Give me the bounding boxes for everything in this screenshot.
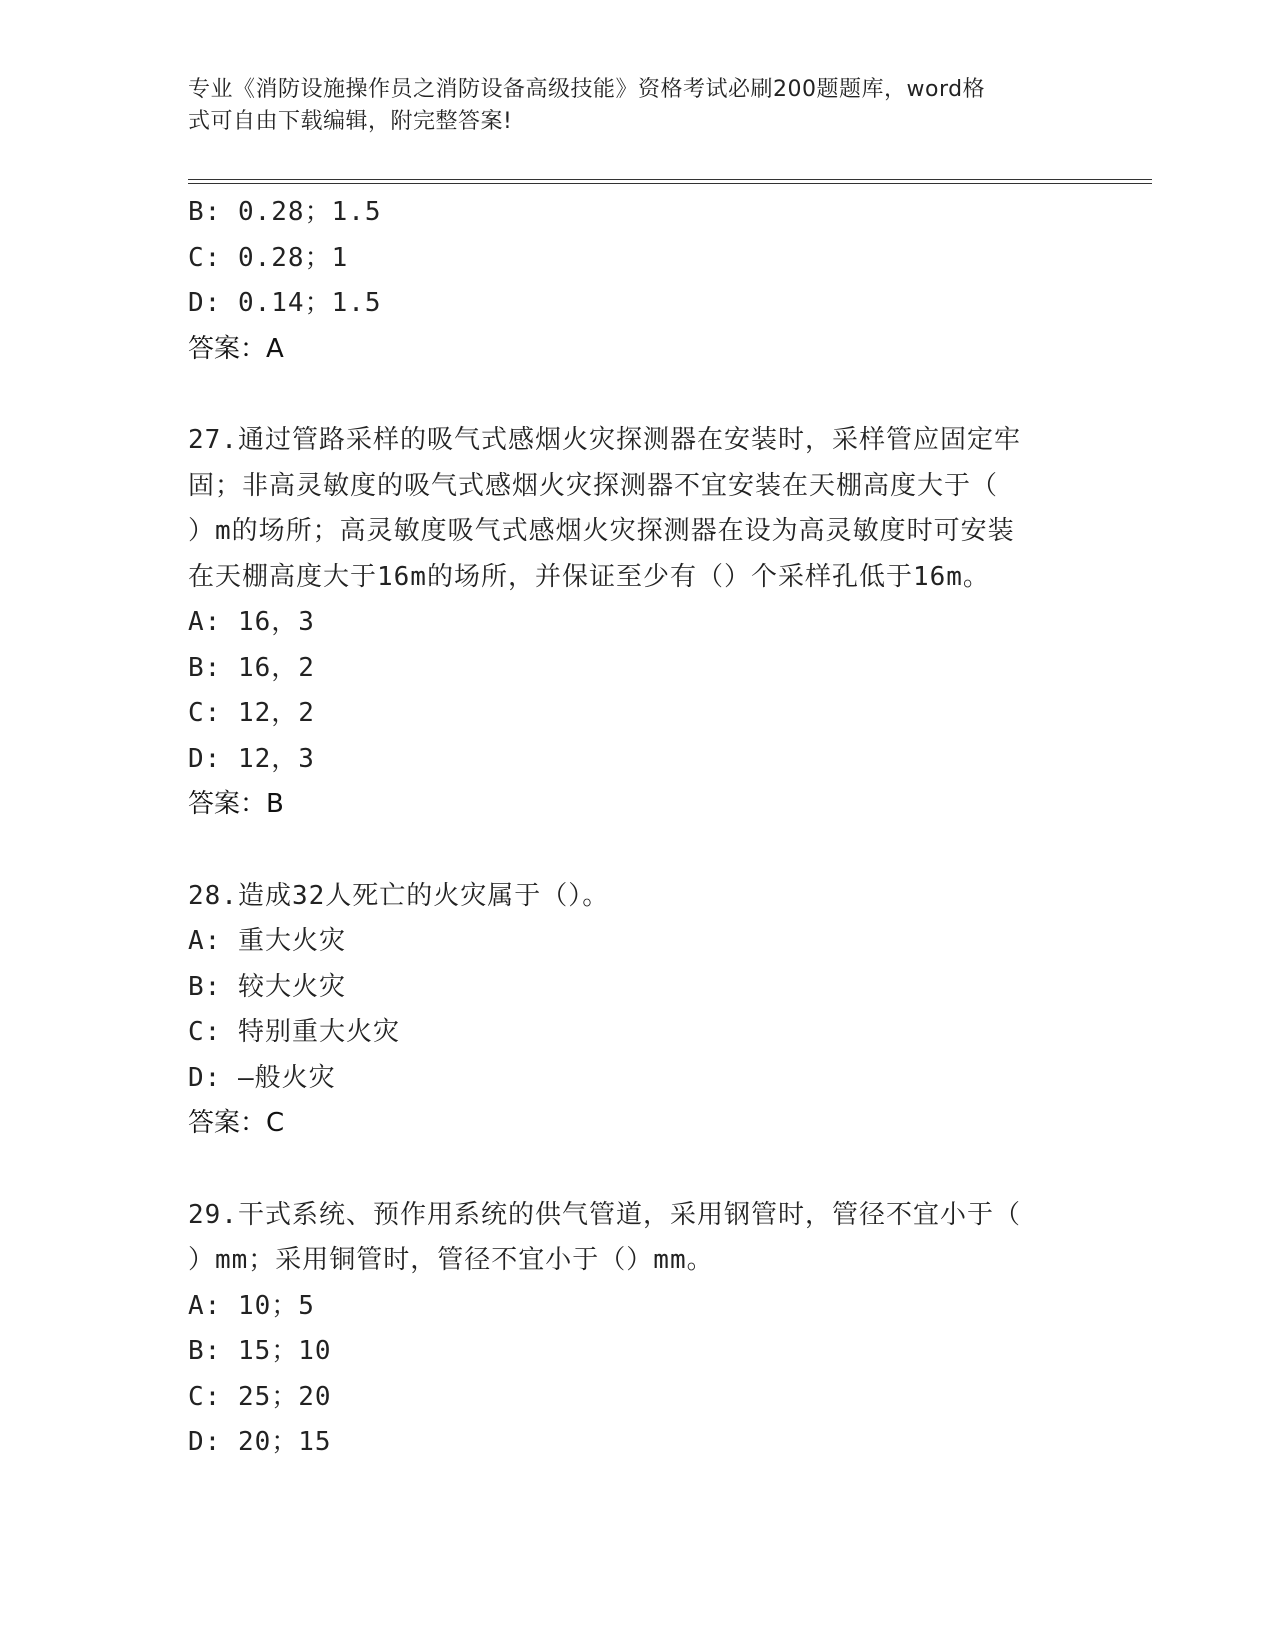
spacer bbox=[188, 372, 1088, 418]
question-list bbox=[188, 190, 1088, 1466]
option-b: B: 0.28；1.5 bbox=[188, 197, 382, 227]
question-text-line: 固；非高灵敏度的吸气式感烟火灾探测器不宜安装在天棚高度大于（ bbox=[188, 470, 999, 501]
option-b: B: 15；10 bbox=[188, 1336, 332, 1366]
option-b: B: 16，2 bbox=[188, 652, 315, 683]
header-divider-bottom bbox=[188, 183, 1152, 184]
spacer bbox=[188, 1147, 1088, 1193]
question-text-line: 27.通过管路采样的吸气式感烟火灾探测器在安装时，采样管应固定牢 bbox=[188, 425, 1021, 455]
question-text-line: 在天棚高度大于16m的场所，并保证至少有（）个采样孔低于16m。 bbox=[188, 561, 990, 592]
document-header bbox=[188, 74, 1078, 138]
option-a: A: 10；5 bbox=[188, 1290, 315, 1321]
question-26-remainder bbox=[188, 190, 1088, 372]
option-d: D: 20；15 bbox=[188, 1427, 332, 1457]
option-b: B: 较大火灾 bbox=[188, 971, 346, 1002]
question-text-line: 29.干式系统、预作用系统的供气管道，采用钢管时，管径不宜小于（ bbox=[188, 1199, 1021, 1230]
answer: 答案：C bbox=[188, 1108, 285, 1138]
option-c: C: 0.28；1 bbox=[188, 242, 349, 273]
answer: 答案：B bbox=[188, 789, 284, 819]
option-c: C: 12，2 bbox=[188, 698, 315, 728]
option-c: C: 特别重大火灾 bbox=[188, 1017, 400, 1047]
option-a: A: 16，3 bbox=[188, 607, 315, 637]
question-text-line: ）m的场所；高灵敏度吸气式感烟火灾探测器在设为高灵敏度时可安装 bbox=[188, 516, 1015, 546]
option-c: C: 25；20 bbox=[188, 1381, 332, 1412]
spacer bbox=[188, 828, 1088, 874]
option-d: D: 12，3 bbox=[188, 743, 315, 774]
question-28 bbox=[188, 874, 1088, 1147]
option-d: D: 0.14；1.5 bbox=[188, 288, 382, 318]
answer: 答案：A bbox=[188, 333, 284, 364]
question-27 bbox=[188, 418, 1088, 828]
option-d: D: —般火灾 bbox=[188, 1062, 336, 1093]
header-line-1: 专业《消防设施操作员之消防设备高级技能》资格考试必刷200题题库，word格 bbox=[188, 77, 986, 102]
question-text-line: 28.造成32人死亡的火灾属于（）。 bbox=[188, 880, 610, 911]
option-a: A: 重大火灾 bbox=[188, 926, 346, 956]
question-29 bbox=[188, 1193, 1088, 1466]
header-line-2: 式可自由下载编辑，附完整答案! bbox=[188, 109, 513, 134]
header-divider-top bbox=[188, 179, 1152, 180]
question-text-line: ）mm；采用铜管时，管径不宜小于（）mm。 bbox=[188, 1245, 714, 1275]
